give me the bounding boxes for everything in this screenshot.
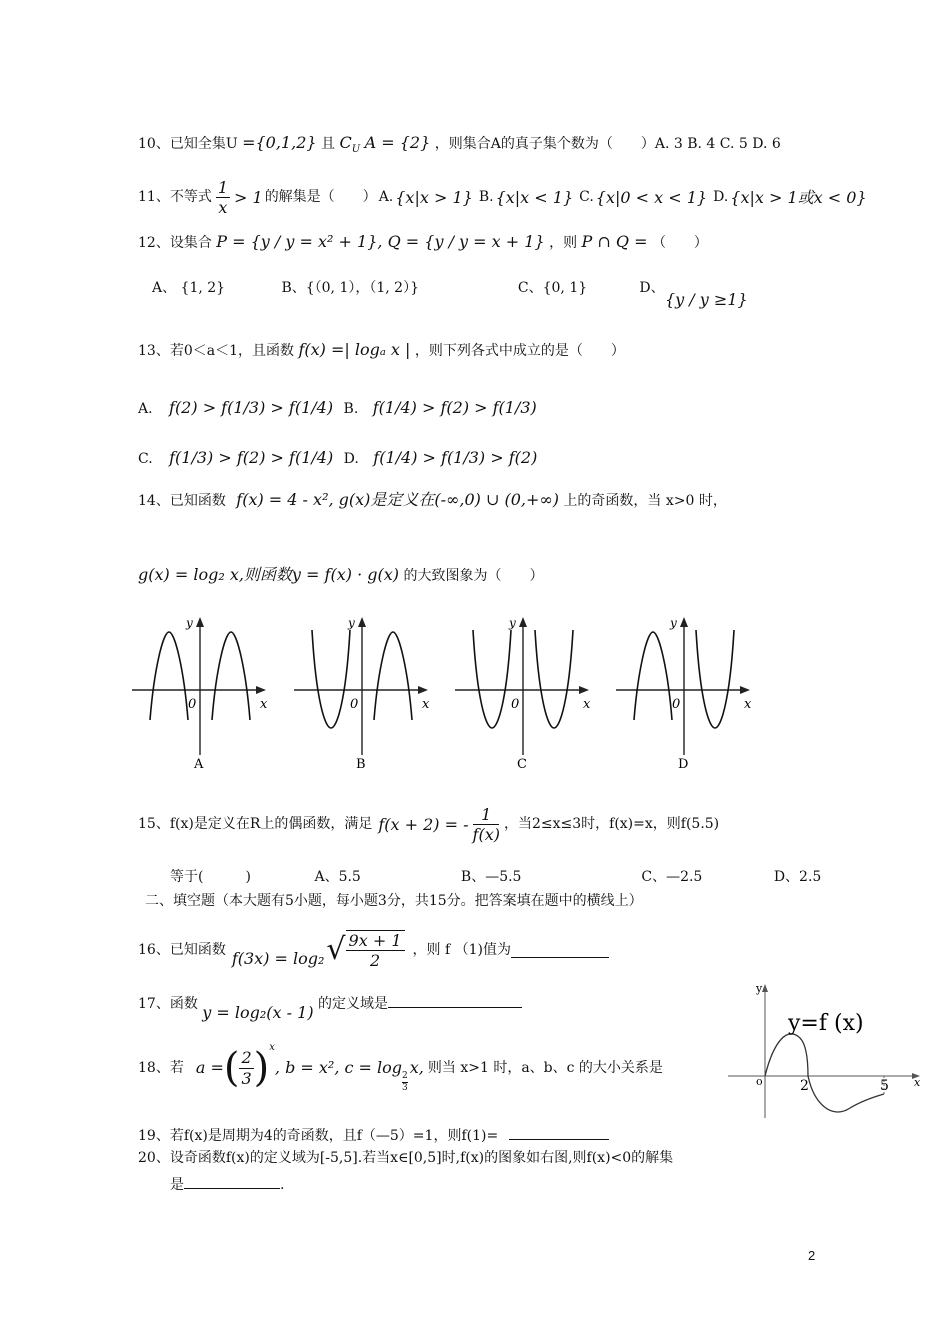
q11-opt-b-letter: B. xyxy=(478,189,494,206)
q18-rest2: x, xyxy=(409,1058,424,1078)
q14-graph-b-label: B xyxy=(356,757,366,772)
question-18 xyxy=(138,1042,663,1093)
q11-fraction xyxy=(216,178,230,217)
q14-line2 xyxy=(138,565,543,585)
q11-opt-c-letter: C. xyxy=(579,189,594,206)
q11-lead: 11、不等式 xyxy=(138,189,212,206)
q14-graph-b-y-label: y xyxy=(348,616,355,630)
q18-frac-den: 3 xyxy=(241,1068,252,1088)
question-10 xyxy=(138,133,781,156)
q13-expr: f(x) =| logₐ x | xyxy=(298,340,411,359)
q14-graph-d-x-label: x xyxy=(744,697,752,712)
q20-function-graph xyxy=(728,980,928,1120)
q19-text: 19、若f(x)是周期为4的奇函数，且f（—5）=1，则f(1)= xyxy=(138,1128,499,1144)
q15-line2: 等于( ) xyxy=(170,869,251,885)
q12-opt-a: A、 {1, 2} xyxy=(152,280,226,296)
q15-options xyxy=(170,869,821,886)
q20-curve xyxy=(765,1034,884,1112)
q18-log-base xyxy=(402,1071,408,1094)
q17-answer-blank[interactable] xyxy=(388,993,522,1008)
q10-complement-sub: U xyxy=(351,143,361,155)
q12-then: ，则 xyxy=(549,235,578,251)
q12-opt-c: C、{0, 1} xyxy=(517,280,588,296)
q15-fraction xyxy=(473,805,500,844)
q14-graph-a-x-label: x xyxy=(260,697,268,712)
q18-base-den: 3 xyxy=(402,1082,408,1093)
q13-d-label: D. xyxy=(343,451,359,467)
question-20: 20、设奇函数f(x)的定义域为[-5,5].若当x∈[0,5]时,f(x)的图象如右图,则f(x)<0的解集 xyxy=(138,1150,674,1166)
q13-a-label: A. xyxy=(138,401,153,417)
q14-graph-b-x-label: x xyxy=(422,697,430,712)
question-19 xyxy=(138,1125,609,1145)
q14-graph-a-label: A xyxy=(194,757,204,772)
q20-line2 xyxy=(170,1174,284,1194)
q20-tick-5: 5 xyxy=(880,1078,889,1094)
q15-tail: ，当2≤x≤3时，f(x)=x，则f(5.5) xyxy=(503,816,720,833)
question-17 xyxy=(138,993,522,1022)
q20-y-arrow xyxy=(762,984,768,992)
q15-frac-den: f(x) xyxy=(472,825,500,845)
q11-tail: 的解集是（ ） xyxy=(264,189,377,206)
q14-graph-c-x-arrow xyxy=(579,686,589,694)
q17-tail: 的定义域是 xyxy=(318,996,389,1012)
q14-graph-a-x-arrow xyxy=(256,686,266,694)
q10-complement-expr: A = {2} xyxy=(364,133,431,152)
q15-lead: 15、f(x)是定义在R上的偶函数，满足 xyxy=(138,816,373,833)
q20-line2-tail: . xyxy=(280,1177,285,1193)
q16-radical: √ xyxy=(326,932,346,968)
q18-rest: , b = x², c = log xyxy=(274,1058,403,1078)
q20-line2-lead: 是 xyxy=(170,1177,184,1193)
q16-answer-blank[interactable] xyxy=(511,943,609,958)
q14-graph-b-y-arrow xyxy=(358,617,366,627)
q15-opt-c: C、—2.5 xyxy=(641,869,703,885)
section-heading-fill-in: 二、填空题（本大题有5小题，每小题3分，共15分。把答案填在题中的横线上） xyxy=(145,893,643,909)
question-14 xyxy=(138,490,727,510)
q13-option-c xyxy=(138,448,537,468)
q13-c-expr: f(1/3) > f(2) > f(1/4) xyxy=(169,448,334,467)
q20-tick-2: 2 xyxy=(800,1078,809,1094)
q13-d-expr: f(1/4) > f(1/3) > f(2) xyxy=(373,448,538,467)
q14-graph-a-curve-1 xyxy=(150,632,188,720)
q15-expr: f(x + 2) = - xyxy=(378,815,469,835)
q12-opt-d: D、 xyxy=(639,280,665,296)
q18-a-expr: a = xyxy=(195,1058,224,1078)
q16-frac-den: 2 xyxy=(369,951,381,971)
q12-lead: 12、设集合 xyxy=(138,235,212,251)
q12-expr2: P ∩ Q = xyxy=(581,232,648,251)
q14-graph-c-curve-2 xyxy=(535,630,573,728)
q20-x-label: x xyxy=(914,1076,921,1089)
q14-expr2: g(x) = log₂ x,则函数y = f(x) · g(x) xyxy=(138,565,399,584)
q14-graph-d-origin: 0 xyxy=(672,697,681,712)
q12-options xyxy=(152,280,665,297)
q14-graph-b-x-arrow xyxy=(418,686,428,694)
q16-fraction xyxy=(346,930,405,970)
q13-c-label: C. xyxy=(138,451,153,467)
q18-paren-right: ) xyxy=(253,1045,270,1091)
q12-opt-d-expr: {y / y ≥1} xyxy=(665,290,748,309)
q14-graph-a-y-arrow xyxy=(196,617,204,627)
q19-answer-blank[interactable] xyxy=(509,1125,609,1140)
q17-expr: y = log₂(x - 1) xyxy=(202,1003,314,1022)
q10-tail: ，则集合A的真子集个数为（ ）A. 3 B. 4 C. 5 D. 6 xyxy=(434,136,781,152)
q13-b-expr: f(1/4) > f(2) > f(1/3) xyxy=(372,398,537,417)
q14-graph-c-x-label: x xyxy=(583,697,591,712)
q14-graph-d-y-label: y xyxy=(670,616,677,630)
q14-graph-a-curve-2 xyxy=(212,632,250,720)
q18-tail: 则当 x>1 时，a、b、c 的大小关系是 xyxy=(427,1059,663,1076)
q14-lead: 14、已知函数 xyxy=(138,493,226,509)
q12-opt-b: B、{（0, 1），（1, 2）} xyxy=(281,280,419,296)
q10-and: 且 xyxy=(321,136,336,152)
q15-opt-d: D、2.5 xyxy=(773,869,822,885)
q13-a-expr: f(2) > f(1/3) > f(1/4) xyxy=(169,398,334,417)
q14-graph-c-y-arrow xyxy=(519,617,527,627)
q14-graph-c-curve-1 xyxy=(473,630,511,728)
q13-lead: 13、若0＜a＜1，且函数 xyxy=(138,343,294,359)
q14-graph-a-origin: 0 xyxy=(188,697,197,712)
q14-tail2: 的大致图象为（ ） xyxy=(403,568,544,584)
q20-origin-label: o xyxy=(756,1075,763,1088)
q14-tail: 上的奇函数，当 x>0 时， xyxy=(563,493,727,509)
q16-lead: 16、已知函数 xyxy=(138,941,226,958)
q16-expr: f(3x) = log₂ xyxy=(231,948,325,968)
q10-lead: 10、已知全集U xyxy=(138,136,238,152)
q14-graph-d-y-arrow xyxy=(680,617,688,627)
q14-expr: f(x) = 4 - x², g(x)是定义在(-∞,0) ∪ (0,+∞) xyxy=(236,490,559,509)
q14-graph-d-curve-1 xyxy=(634,632,672,720)
question-12 xyxy=(138,232,708,252)
q14-graph-b-curve-2 xyxy=(374,632,412,720)
q11-opt-a-letter: A. xyxy=(378,189,394,206)
q15-opt-b: B、—5.5 xyxy=(460,869,522,885)
q18-frac-num: 2 xyxy=(241,1048,252,1068)
q14-graph-c-y-label: y xyxy=(509,616,516,630)
q14-graph-d-x-arrow xyxy=(740,686,750,694)
q11-opt-d-letter: D. xyxy=(713,189,729,206)
q17-lead: 17、函数 xyxy=(138,996,198,1012)
question-13 xyxy=(138,340,625,360)
q18-paren-left: ( xyxy=(223,1045,240,1091)
q11-frac-den: x xyxy=(218,198,228,218)
q18-fraction xyxy=(239,1048,253,1087)
q14-graph-c-origin: 0 xyxy=(511,697,520,712)
q13-option-a xyxy=(138,398,537,418)
q14-graph-a-y-label: y xyxy=(186,616,193,630)
q14-graph-c-label: C xyxy=(517,757,527,772)
q13-tail: ，则下列各式中成立的是（ ） xyxy=(414,343,625,359)
q18-lead: 18、若 xyxy=(138,1059,184,1076)
q11-opt-a: {x|x > 1} xyxy=(395,188,473,208)
q14-graph-b-origin: 0 xyxy=(350,697,359,712)
q14-graphs xyxy=(132,615,792,775)
page-number: 2 xyxy=(808,1248,816,1263)
q11-frac-num: 1 xyxy=(217,178,229,197)
q14-graph-b-curve-1 xyxy=(312,630,350,728)
q20-y-label: y xyxy=(756,982,763,995)
q15-frac-num: 1 xyxy=(473,805,499,825)
q13-b-label: B. xyxy=(343,401,359,417)
q20-answer-blank[interactable] xyxy=(184,1174,280,1189)
q11-ineq: > 1 xyxy=(234,188,263,208)
q16-tail: ，则 f （1)值为 xyxy=(412,941,511,958)
q10-complement: C xyxy=(339,133,352,152)
question-15 xyxy=(138,805,719,844)
q18-base-num: 2 xyxy=(402,1070,408,1081)
q18-exponent: x xyxy=(269,1042,275,1053)
q11-opt-d: {x|x > 1或x < 0} xyxy=(730,188,867,208)
q12-paren: （ ） xyxy=(651,235,708,251)
q11-opt-c: {x|0 < x < 1} xyxy=(595,188,708,208)
q12-expr: P = {y / y = x² + 1}, Q = {y / y = x + 1} xyxy=(216,232,545,251)
question-16 xyxy=(138,930,609,970)
q15-opt-a: A、5.5 xyxy=(314,869,361,885)
q10-universal-set: ={0,1,2} xyxy=(242,133,317,152)
q20-graph-title: y=f (x) xyxy=(788,1011,864,1036)
q14-graph-d-label: D xyxy=(678,757,689,772)
q14-graph-d-curve-2 xyxy=(696,630,734,728)
q11-opt-b: {x|x < 1} xyxy=(495,188,574,208)
q16-frac-num: 9x + 1 xyxy=(346,931,405,951)
question-11 xyxy=(138,178,867,217)
